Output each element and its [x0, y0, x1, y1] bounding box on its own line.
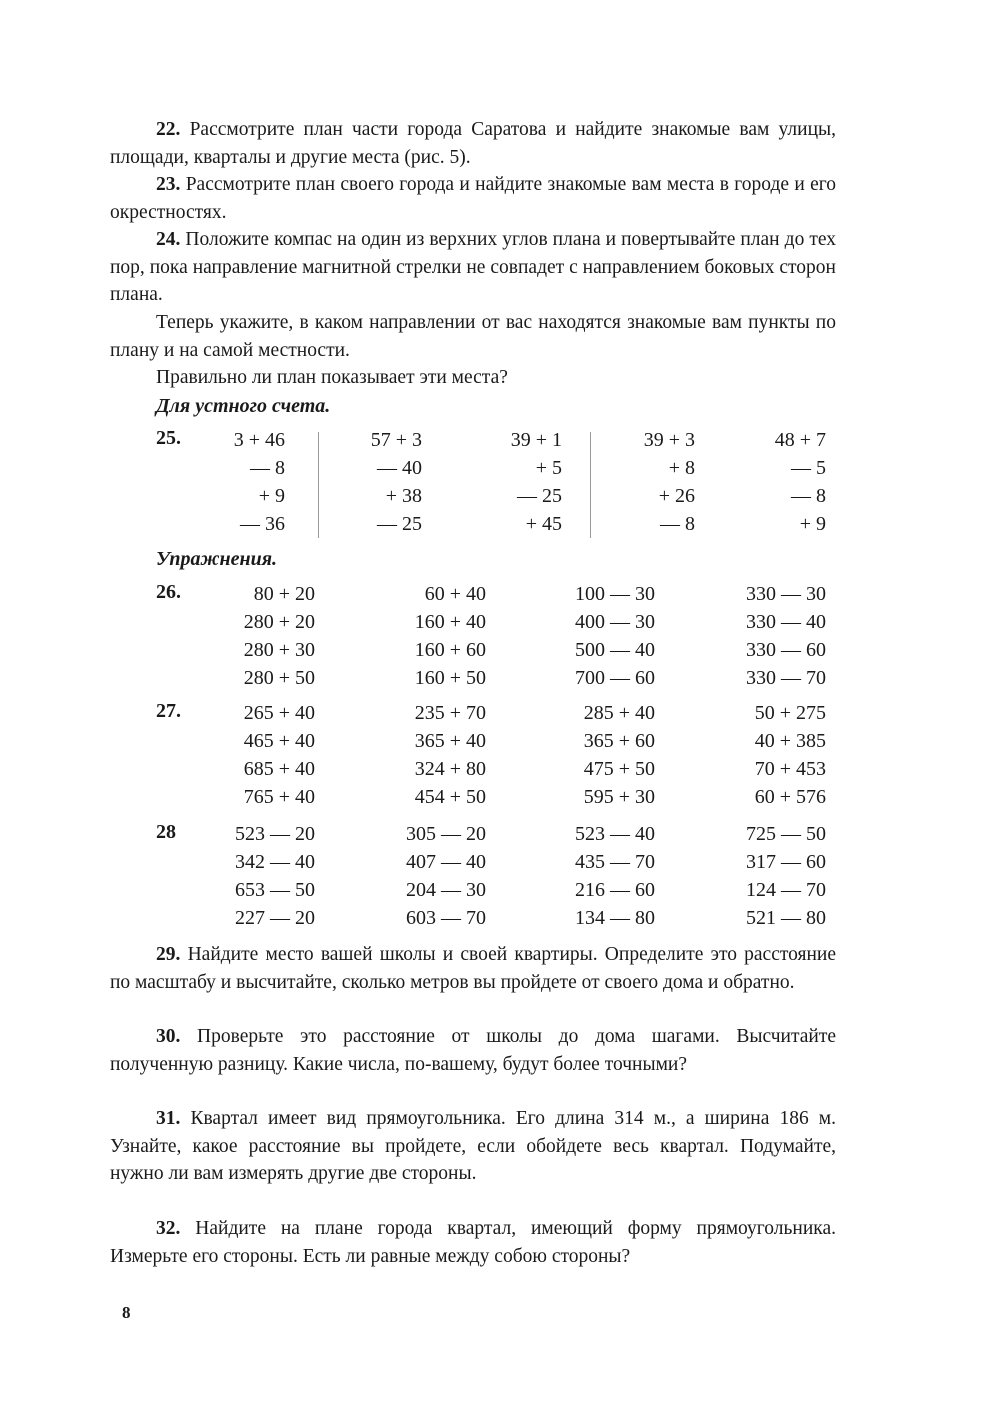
expression: 227 — 20	[235, 907, 315, 929]
exercise-31: 31. Квартал имеет вид прямоугольника. Его длина 314 м., а ширина 186 м. Узнайте, какое расстояние вы пройдете, если обойдете весь квартал. Подумайте, нужно ли вам измерять другие две стороны.	[110, 1108, 837, 1184]
expression: 523 — 40	[575, 823, 655, 845]
expression: 160 + 60	[414, 639, 486, 661]
expression: — 8	[791, 485, 826, 507]
expression: 324 + 80	[414, 758, 486, 780]
expression: 100 — 30	[575, 583, 655, 605]
expression: 365 + 40	[414, 730, 486, 752]
expression: 60 + 40	[424, 583, 486, 605]
expression: 603 — 70	[406, 907, 486, 929]
expression: 317 — 60	[746, 851, 826, 873]
expression: 685 + 40	[243, 758, 315, 780]
expression: 3 + 46	[233, 429, 285, 451]
expression: 39 + 1	[510, 429, 562, 451]
expression: — 8	[660, 513, 695, 535]
page-number: 8	[122, 1303, 131, 1322]
expression: 57 + 3	[370, 429, 422, 451]
expression: 365 + 60	[583, 730, 655, 752]
exercise-32: 32. Найдите на плане города квартал, имеющий форму прямоугольника. Измерьте его стороны. Есть ли равные между собою стороны?	[110, 1218, 836, 1267]
expression: + 9	[258, 485, 285, 507]
expression: 435 — 70	[575, 851, 655, 873]
expression: 204 — 30	[406, 879, 486, 901]
expression: 653 — 50	[235, 879, 315, 901]
expression: 523 — 20	[235, 823, 315, 845]
expression: — 8	[250, 457, 285, 479]
expression: 342 — 40	[235, 851, 315, 873]
expression: 160 + 50	[414, 667, 486, 689]
oral-heading: Для устного счета.	[156, 395, 331, 417]
expression: 475 + 50	[583, 758, 655, 780]
expression: 305 — 20	[406, 823, 486, 845]
expression: 235 + 70	[414, 702, 486, 724]
expression: 465 + 40	[243, 730, 315, 752]
exercise-23: 23. Рассмотрите план своего города и найдите знакомые вам места в городе и его окрестностях.	[110, 174, 837, 223]
expression: + 26	[658, 485, 695, 507]
expression: 330 — 40	[746, 611, 826, 633]
expression: + 38	[385, 485, 422, 507]
expression: 521 — 80	[746, 907, 826, 929]
expression: 124 — 70	[746, 879, 826, 901]
expression: — 25	[517, 485, 562, 507]
expression: 280 + 50	[243, 667, 315, 689]
expression: + 5	[535, 457, 562, 479]
expression: 500 — 40	[575, 639, 655, 661]
expression: — 40	[377, 457, 422, 479]
expression: 454 + 50	[414, 786, 486, 808]
exercise-22: 22. Рассмотрите план части города Саратова и найдите знакомые вам улицы, площади, кварталы и другие места (рис. 5).	[110, 119, 836, 168]
exercise-24-continuation: Теперь укажите, в каком направлении от вас находятся знакомые вам пункты по плану и на самой местности.	[110, 312, 836, 361]
exercise-number: 26.	[156, 581, 181, 603]
exercise-24: 24. Положите компас на один из верхних углов плана и повертывайте план до тех пор, пока направление магнитной стрелки не совпадет с направлением боковых сторон плана.	[110, 229, 837, 305]
expression: — 25	[377, 513, 422, 535]
exercise-number: 28	[156, 821, 176, 843]
expression: 400 — 30	[575, 611, 655, 633]
expression: — 5	[791, 457, 826, 479]
expression: 700 — 60	[575, 667, 655, 689]
exercise-number: 25.	[156, 427, 181, 449]
exercise-29: 29. Найдите место вашей школы и своей квартиры. Определите это расстояние по масштабу и высчитайте, сколько метров вы пройдете от своего дома и обратно.	[110, 944, 837, 993]
expression: 330 — 30	[746, 583, 826, 605]
expression: 407 — 40	[406, 851, 486, 873]
exercises-heading: Упражнения.	[156, 548, 278, 570]
expression: 70 + 453	[754, 758, 826, 780]
expression: — 36	[240, 513, 285, 535]
expression: 330 — 70	[746, 667, 826, 689]
expression: 80 + 20	[253, 583, 315, 605]
expression: 285 + 40	[583, 702, 655, 724]
expression: 265 + 40	[243, 702, 315, 724]
expression: 40 + 385	[754, 730, 826, 752]
expression: 330 — 60	[746, 639, 826, 661]
expression: 595 + 30	[583, 786, 655, 808]
exercise-number: 27.	[156, 700, 181, 722]
expression: 39 + 3	[643, 429, 695, 451]
expression: + 9	[799, 513, 826, 535]
expression: 50 + 275	[754, 702, 826, 724]
exercise-24-question: Правильно ли план показывает эти места?	[156, 367, 508, 388]
column-divider	[590, 432, 591, 538]
expression: 60 + 576	[754, 786, 826, 808]
expression: + 8	[668, 457, 695, 479]
expression: 765 + 40	[243, 786, 315, 808]
expression: 725 — 50	[746, 823, 826, 845]
column-divider	[318, 432, 319, 538]
expression: + 45	[525, 513, 562, 535]
exercise-30: 30. Проверьте это расстояние от школы до дома шагами. Высчитайте полученную разницу. Какие числа, по-вашему, будут более точными?	[110, 1026, 837, 1075]
expression: 280 + 30	[243, 639, 315, 661]
expression: 216 — 60	[575, 879, 655, 901]
expression: 134 — 80	[575, 907, 655, 929]
expression: 160 + 40	[414, 611, 486, 633]
expression: 280 + 20	[243, 611, 315, 633]
expression: 48 + 7	[774, 429, 826, 451]
